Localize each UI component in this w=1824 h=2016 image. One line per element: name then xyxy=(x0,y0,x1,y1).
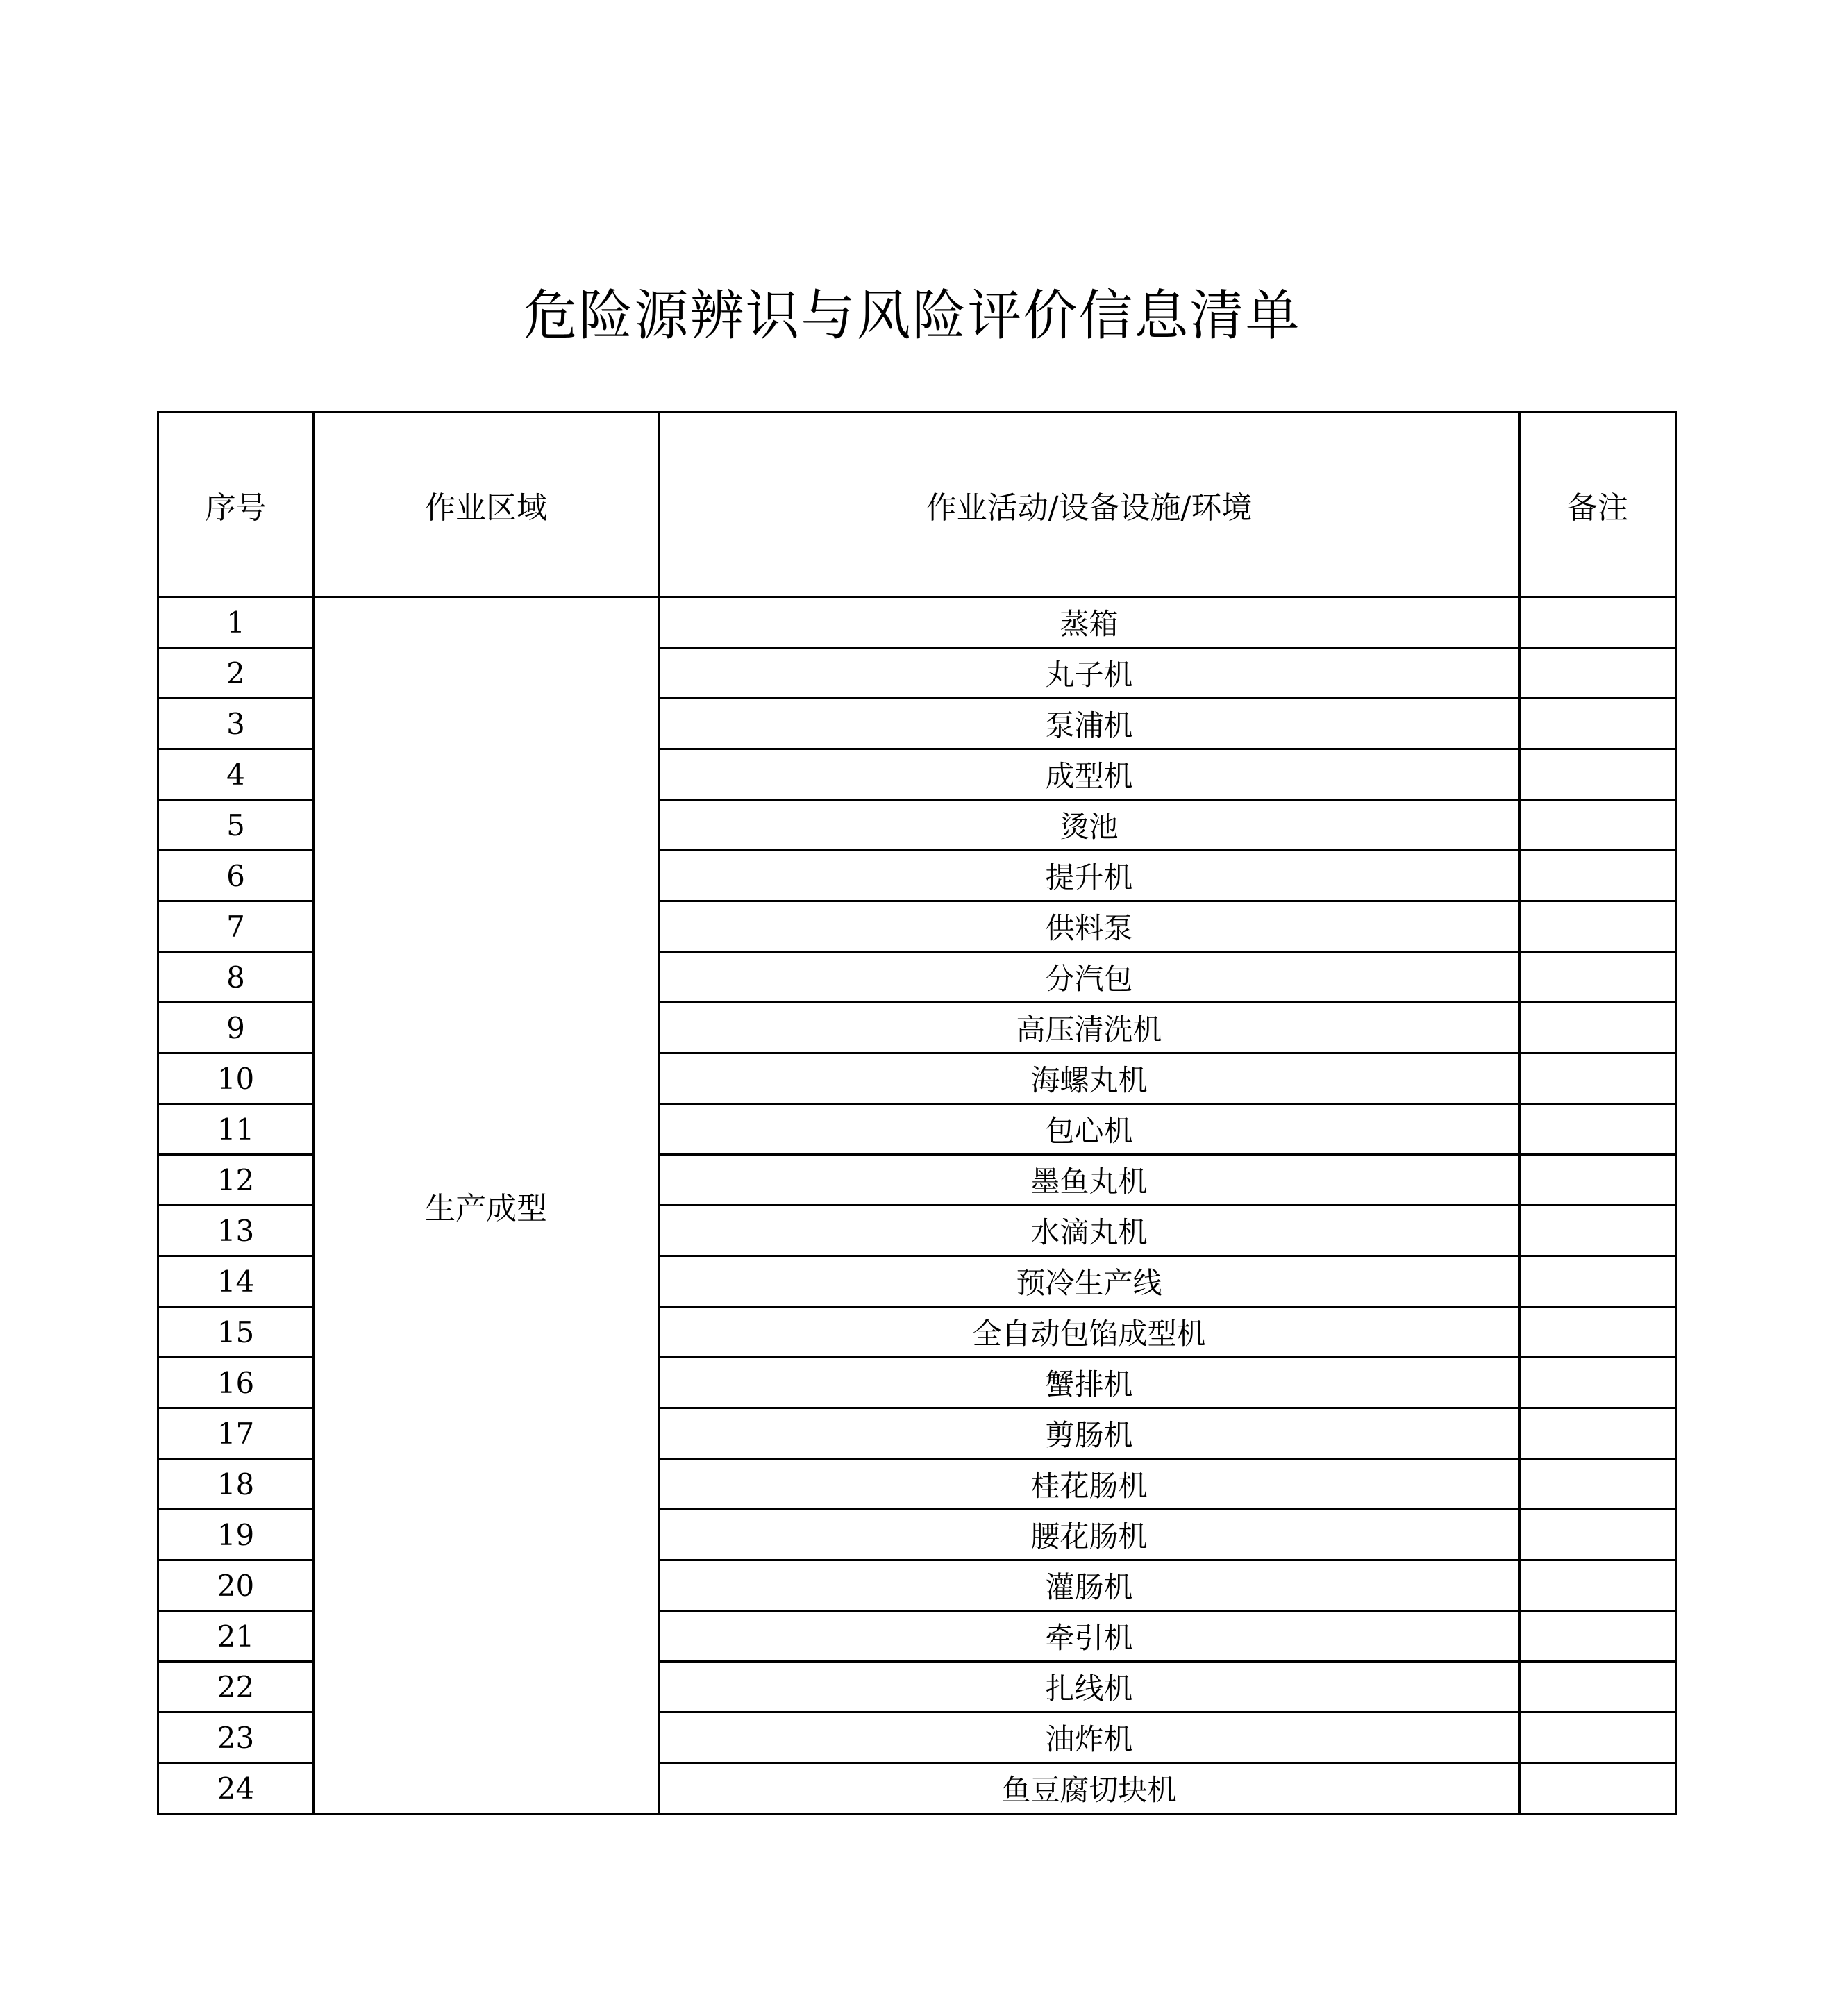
row-serial-number: 12 xyxy=(158,1155,314,1206)
header-serial-number: 序号 xyxy=(158,413,314,597)
row-remark xyxy=(1520,1713,1676,1763)
row-remark xyxy=(1520,699,1676,749)
hazard-register-table xyxy=(157,411,1677,1815)
row-remark xyxy=(1520,1155,1676,1206)
row-remark xyxy=(1520,952,1676,1003)
row-equipment: 腰花肠机 xyxy=(659,1510,1520,1560)
row-serial-number: 7 xyxy=(158,901,314,952)
row-equipment: 牵引机 xyxy=(659,1611,1520,1662)
row-equipment: 墨鱼丸机 xyxy=(659,1155,1520,1206)
row-serial-number: 15 xyxy=(158,1307,314,1358)
row-remark xyxy=(1520,1763,1676,1814)
row-equipment: 剪肠机 xyxy=(659,1408,1520,1459)
row-equipment: 海螺丸机 xyxy=(659,1053,1520,1104)
table-row xyxy=(158,597,1676,648)
row-equipment: 提升机 xyxy=(659,851,1520,901)
row-serial-number: 1 xyxy=(158,597,314,648)
row-serial-number: 5 xyxy=(158,800,314,851)
row-equipment: 分汽包 xyxy=(659,952,1520,1003)
row-remark xyxy=(1520,1053,1676,1104)
row-remark xyxy=(1520,851,1676,901)
row-serial-number: 2 xyxy=(158,648,314,699)
row-equipment: 高压清洗机 xyxy=(659,1003,1520,1053)
page-title: 危险源辨识与风险评价信息清单 xyxy=(523,285,1301,347)
row-equipment: 水滴丸机 xyxy=(659,1206,1520,1256)
row-equipment: 丸子机 xyxy=(659,648,1520,699)
row-equipment: 泵浦机 xyxy=(659,699,1520,749)
row-equipment: 桂花肠机 xyxy=(659,1459,1520,1510)
row-equipment: 蒸箱 xyxy=(659,597,1520,648)
table-body xyxy=(158,597,1676,1814)
row-remark xyxy=(1520,749,1676,800)
row-remark xyxy=(1520,1104,1676,1155)
row-remark xyxy=(1520,1206,1676,1256)
row-serial-number: 9 xyxy=(158,1003,314,1053)
row-serial-number: 21 xyxy=(158,1611,314,1662)
row-equipment: 成型机 xyxy=(659,749,1520,800)
row-remark xyxy=(1520,1560,1676,1611)
row-remark xyxy=(1520,1307,1676,1358)
row-remark xyxy=(1520,1459,1676,1510)
row-equipment: 油炸机 xyxy=(659,1713,1520,1763)
row-serial-number: 16 xyxy=(158,1358,314,1408)
row-equipment: 蟹排机 xyxy=(659,1358,1520,1408)
row-serial-number: 6 xyxy=(158,851,314,901)
row-equipment: 全自动包馅成型机 xyxy=(659,1307,1520,1358)
row-equipment: 烫池 xyxy=(659,800,1520,851)
row-remark xyxy=(1520,1611,1676,1662)
row-serial-number: 3 xyxy=(158,699,314,749)
header-remark: 备注 xyxy=(1520,413,1676,597)
row-equipment: 预冷生产线 xyxy=(659,1256,1520,1307)
row-equipment: 灌肠机 xyxy=(659,1560,1520,1611)
row-serial-number: 18 xyxy=(158,1459,314,1510)
row-serial-number: 14 xyxy=(158,1256,314,1307)
row-remark xyxy=(1520,1662,1676,1713)
row-equipment: 鱼豆腐切块机 xyxy=(659,1763,1520,1814)
row-remark xyxy=(1520,1358,1676,1408)
row-serial-number: 23 xyxy=(158,1713,314,1763)
row-remark xyxy=(1520,1510,1676,1560)
work-area-cell: 生产成型 xyxy=(314,597,659,1814)
row-remark xyxy=(1520,648,1676,699)
row-serial-number: 19 xyxy=(158,1510,314,1560)
row-serial-number: 24 xyxy=(158,1763,314,1814)
row-serial-number: 22 xyxy=(158,1662,314,1713)
row-equipment: 扎线机 xyxy=(659,1662,1520,1713)
row-equipment: 供料泵 xyxy=(659,901,1520,952)
row-remark xyxy=(1520,1408,1676,1459)
row-remark xyxy=(1520,901,1676,952)
header-row xyxy=(158,413,1676,597)
row-remark xyxy=(1520,800,1676,851)
row-remark xyxy=(1520,1256,1676,1307)
row-serial-number: 11 xyxy=(158,1104,314,1155)
header-activity-equipment: 作业活动/设备设施/环境 xyxy=(659,413,1520,597)
table-header xyxy=(158,413,1676,597)
row-equipment: 包心机 xyxy=(659,1104,1520,1155)
row-serial-number: 10 xyxy=(158,1053,314,1104)
row-serial-number: 17 xyxy=(158,1408,314,1459)
row-serial-number: 13 xyxy=(158,1206,314,1256)
header-work-area: 作业区域 xyxy=(314,413,659,597)
row-remark xyxy=(1520,597,1676,648)
row-remark xyxy=(1520,1003,1676,1053)
row-serial-number: 8 xyxy=(158,952,314,1003)
row-serial-number: 20 xyxy=(158,1560,314,1611)
row-serial-number: 4 xyxy=(158,749,314,800)
